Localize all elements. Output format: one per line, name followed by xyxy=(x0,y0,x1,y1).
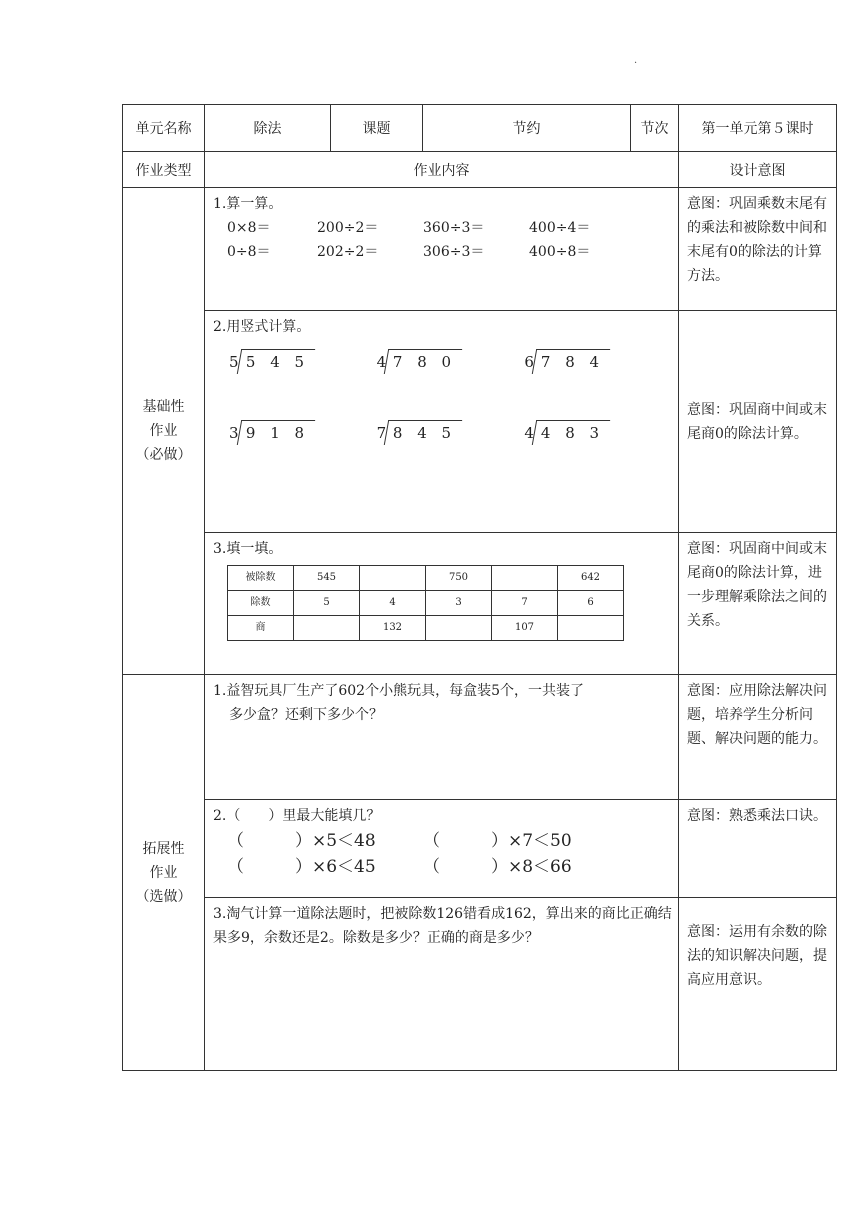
table-cell: 107 xyxy=(492,616,558,641)
extended-q3-row xyxy=(123,898,837,1071)
basic-q2-row xyxy=(123,311,837,533)
header-row xyxy=(123,105,837,152)
question-title: 2.用竖式计算。 xyxy=(213,319,311,335)
question-title: 1.益智玩具厂生产了602个小熊玩具，每盒装5个，一共装了 xyxy=(213,683,584,699)
long-division-problem: 4 4 8 3 xyxy=(524,420,672,445)
extended-q2-purpose: 意图：熟悉乘法口诀。 xyxy=(679,800,837,898)
col-type-header: 作业类型 xyxy=(123,152,205,188)
extended-q2-row xyxy=(123,800,837,898)
calc-item: 202÷2＝ xyxy=(317,244,379,260)
extended-q3-content xyxy=(205,898,679,1071)
extended-q1-row xyxy=(123,675,837,800)
table-cell xyxy=(294,616,360,641)
unit-value: 除法 xyxy=(205,105,331,152)
calc-item: 306÷3＝ xyxy=(423,244,485,260)
table-row xyxy=(228,591,624,616)
question-title-continued: 多少盒？还剩下多少个？ xyxy=(229,707,383,723)
basic-q1-row xyxy=(123,188,837,311)
table-cell: 750 xyxy=(426,566,492,591)
basic-q2-content xyxy=(205,311,679,533)
table-cell: 132 xyxy=(360,616,426,641)
question-title: 3.淘气计算一道除法题时，把被除数126错看成162，算出来的商比正确结果多9，余数还是2。除数是多少？正确的商是多少？ xyxy=(213,906,672,946)
table-cell: 6 xyxy=(558,591,624,616)
table-cell: 被除数 xyxy=(228,566,294,591)
inequality-item: （ ）×6＜45 xyxy=(227,857,376,877)
basic-q3-content xyxy=(205,533,679,675)
table-cell xyxy=(426,616,492,641)
basic-q2-purpose: 意图：巩固商中间或末尾商0的除法计算。 xyxy=(679,311,837,533)
calc-item: 0÷8＝ xyxy=(227,244,271,260)
long-division-problem: 6 7 8 4 xyxy=(524,349,672,374)
table-cell xyxy=(558,616,624,641)
table-cell xyxy=(360,566,426,591)
fill-row xyxy=(227,828,672,854)
page-dot: · xyxy=(634,58,638,69)
long-division-row xyxy=(229,349,672,374)
table-cell: 545 xyxy=(294,566,360,591)
long-division-row xyxy=(229,420,672,445)
question-title: 1.算一算。 xyxy=(213,196,283,212)
extended-q1-content xyxy=(205,675,679,800)
basic-category: 基础性 作业 （必做） xyxy=(123,188,205,675)
extended-q2-content xyxy=(205,800,679,898)
basic-q1-purpose: 意图：巩固乘数末尾有的乘法和被除数中间和末尾有0的除法的计算方法。 xyxy=(679,188,837,311)
homework-design-table xyxy=(122,104,837,1071)
basic-q3-row xyxy=(123,533,837,675)
table-cell: 商 xyxy=(228,616,294,641)
session-value: 第一单元第５课时 xyxy=(679,105,837,152)
col-content-header: 作业内容 xyxy=(205,152,679,188)
calc-item: 400÷4＝ xyxy=(529,220,591,236)
basic-q3-purpose: 意图：巩固商中间或末尾商0的除法计算，进一步理解乘除法之间的关系。 xyxy=(679,533,837,675)
table-row xyxy=(228,616,624,641)
extended-q3-purpose: 意图：运用有余数的除法的知识解决问题，提高应用意识。 xyxy=(679,898,837,1071)
unit-label: 单元名称 xyxy=(123,105,205,152)
col-purpose-header: 设计意图 xyxy=(679,152,837,188)
table-cell: 4 xyxy=(360,591,426,616)
table-cell: 7 xyxy=(492,591,558,616)
long-division-problem: 4 7 8 0 xyxy=(377,349,525,374)
long-division-problem: 7 8 4 5 xyxy=(377,420,525,445)
question-title: 2.（ ）里最大能填几？ xyxy=(213,808,381,824)
long-division-problem: 5 5 4 5 xyxy=(229,349,377,374)
session-label: 节次 xyxy=(631,105,679,152)
extended-category: 拓展性 作业 （选做） xyxy=(123,675,205,1071)
table-cell xyxy=(492,566,558,591)
fill-row xyxy=(227,854,672,880)
calc-grid xyxy=(227,216,672,264)
table-row xyxy=(228,566,624,591)
topic-label: 课题 xyxy=(331,105,423,152)
inequality-item: （ ）×8＜66 xyxy=(423,857,572,877)
basic-q1-content xyxy=(205,188,679,311)
extended-q1-purpose: 意图：应用除法解决问题，培养学生分析问题、解决问题的能力。 xyxy=(679,675,837,800)
calc-item: 400÷8＝ xyxy=(529,244,591,260)
table-cell: 3 xyxy=(426,591,492,616)
calc-item: 0×8＝ xyxy=(227,220,271,236)
topic-value: 节约 xyxy=(423,105,631,152)
question-title: 3.填一填。 xyxy=(213,541,283,557)
calc-item: 360÷3＝ xyxy=(423,220,485,236)
inequality-item: （ ）×5＜48 xyxy=(227,831,376,851)
calc-item: 200÷2＝ xyxy=(317,220,379,236)
column-header-row xyxy=(123,152,837,188)
fill-in-table xyxy=(227,565,624,641)
table-cell: 5 xyxy=(294,591,360,616)
table-cell: 642 xyxy=(558,566,624,591)
inequality-item: （ ）×7＜50 xyxy=(423,831,572,851)
long-division-problem: 3 9 1 8 xyxy=(229,420,377,445)
table-cell: 除数 xyxy=(228,591,294,616)
